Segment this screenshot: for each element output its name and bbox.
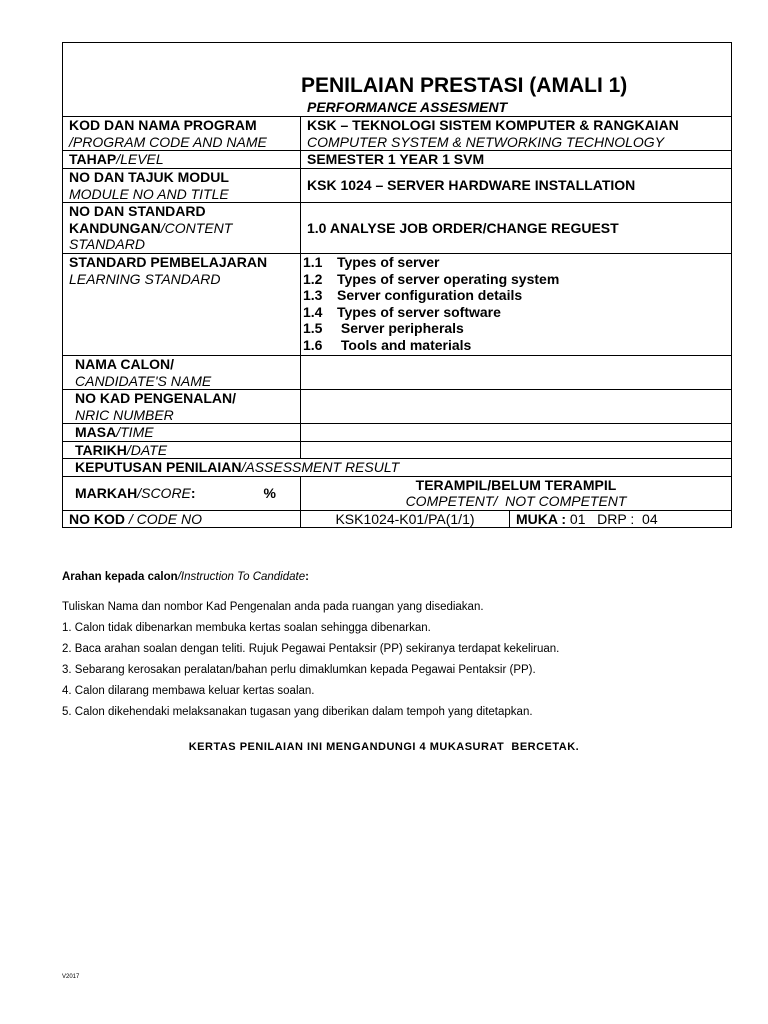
content-standard-label-en2: STANDARD [69,236,145,253]
module-label-en: MODULE NO AND TITLE [69,185,229,202]
score-label-ms: MARKAH [75,484,138,501]
candidate-name-label-ms: NAMA CALON/ [75,356,175,372]
candidate-name-field[interactable] [301,356,732,390]
module-label-ms: NO DAN TAJUK MODUL [69,169,229,185]
page-title: PENILAIAN PRESTASI (AMALI 1) [301,74,628,97]
list-item-text: Types of server operating system [337,270,560,287]
header-row [63,43,732,117]
score-result-ms: TERAMPIL/BELUM TERAMPIL [415,476,617,493]
content-standard-label [63,203,301,254]
time-row [63,424,732,442]
assessment-table [62,42,732,528]
instruction-line: 2. Baca arahan soalan dengan teliti. Rujuk Pegawai Pentaksir (PP) sekiranya terdapat kekeliruan. [62,643,560,655]
list-item-num: 1.6 [303,336,323,353]
muka-label: MUKA : [516,510,567,527]
assessment-result-label-en: /ASSESSMENT RESULT [241,459,400,475]
code-label [63,510,301,528]
list-item-text: Server configuration details [337,287,523,303]
version-label: V2017 [62,974,80,980]
list-item [303,271,725,288]
time-label-en: /TIME [116,424,154,440]
learning-standard-label-ms: STANDARD PEMBELAJARAN [69,254,268,270]
time-label-ms: MASA [75,424,117,440]
date-label-en: /DATE [126,441,168,458]
list-item-num: 1.2 [303,270,323,287]
program-value-en: COMPUTER SYSTEM & NETWORKING TECHNOLOGY [307,133,665,150]
candidate-name-label [63,356,301,390]
learning-standard-label [63,254,301,356]
program-row [63,117,732,151]
module-row [63,169,732,203]
score-result [301,476,732,510]
list-item-text: Tools and materials [337,336,472,353]
candidate-name-label-en: CANDIDATE'S NAME [75,372,212,389]
page-count [510,511,731,528]
program-label-en: /PROGRAM CODE AND NAME [69,133,267,150]
list-item [303,337,725,354]
muka-value: 01 DRP : 04 [566,510,658,527]
level-label-ms: TAHAP [69,151,117,168]
score-row [63,476,732,510]
assessment-result-label-ms: KEPUTUSAN PENILAIAN [75,459,242,475]
code-row [63,510,732,528]
instructions-title-ms: Arahan kepada calon [62,571,178,583]
instructions-title-colon: : [305,571,309,583]
instruction-line: 4. Calon dilarang membawa keluar kertas soalan. [62,685,315,697]
header-cell [63,43,732,117]
instruction-line: 5. Calon dikehendaki melaksanakan tugasan yang diberikan dalam tempoh yang ditetapkan. [62,706,533,718]
list-item [303,320,725,337]
date-label [63,441,301,459]
instructions-section [62,570,731,726]
module-label [63,169,301,203]
nric-row [63,390,732,424]
nric-label-ms: NO KAD PENGENALAN/ [75,390,237,406]
content-standard-label-en1: /CONTENT [160,219,233,236]
score-colon: : [190,484,196,501]
learning-standard-list [301,254,732,356]
page-subtitle: PERFORMANCE ASSESMENT [307,99,508,115]
content-standard-label-ms1: NO DAN STANDARD [69,203,206,220]
score-label [63,476,301,510]
code-value-wrap [301,511,731,528]
instructions-title [62,570,731,584]
instructions-title-en: /Instruction To Candidate [177,571,306,583]
time-field[interactable] [301,424,732,442]
list-item-num: 1.1 [303,254,323,270]
date-row [63,441,732,459]
nric-label-en: NRIC NUMBER [75,406,174,423]
program-value [301,117,732,151]
code-label-ms: NO KOD [69,510,125,527]
program-value-ms: KSK – TEKNOLOGI SISTEM KOMPUTER & RANGKAIAN [307,117,679,133]
content-standard-label-ms2: KANDUNGAN [69,219,161,236]
level-label-en: /LEVEL [116,151,164,168]
code-label-en: / CODE NO [125,510,203,527]
assessment-result-label [63,459,732,477]
module-value: KSK 1024 – SERVER HARDWARE INSTALLATION [301,169,732,203]
learning-standard-row [63,254,732,356]
date-label-ms: TARIKH [75,441,127,458]
nric-label [63,390,301,424]
instruction-line: 3. Sebarang kerosakan peralatan/bahan perlu dimaklumkan kepada Pegawai Pentaksir (PP). [62,664,536,676]
code-value: KSK1024-K01/PA(1/1) [301,511,510,528]
candidate-name-row [63,356,732,390]
level-label [63,151,301,169]
list-item-num: 1.5 [303,320,323,336]
list-item-text: Server peripherals [337,320,464,336]
content-standard-value: 1.0 ANALYSE JOB ORDER/CHANGE REGUEST [301,203,732,254]
nric-field[interactable] [301,390,732,424]
instruction-line: Tuliskan Nama dan nombor Kad Pengenalan anda pada ruangan yang disediakan. [62,601,484,613]
level-value: SEMESTER 1 YEAR 1 SVM [301,151,732,169]
level-row [63,151,732,169]
list-item [303,254,725,271]
program-label [63,117,301,151]
score-label-en: /SCORE [137,484,191,501]
code-value-cell [301,510,732,528]
content-standard-row [63,203,732,254]
learning-standard-label-en: LEARNING STANDARD [69,270,221,287]
instruction-line: 1. Calon tidak dibenarkan membuka kertas soalan sehingga dibenarkan. [62,622,431,634]
program-label-ms: KOD DAN NAMA PROGRAM [69,117,257,133]
date-field[interactable] [301,441,732,459]
assessment-result-row [63,459,732,477]
score-percent: % [263,484,276,501]
list-item-num: 1.4 [303,303,323,320]
list-item-num: 1.3 [303,287,323,303]
time-label [63,424,301,442]
list-item [303,304,725,321]
list-item [303,287,725,304]
assessment-form [62,42,731,528]
list-item-text: Types of server [337,254,440,270]
list-item-text: Types of server software [337,303,501,320]
page-count-note: KERTAS PENILAIAN INI MENGANDUNGI 4 MUKASURAT BERCETAK. [188,741,580,753]
score-result-en: COMPETENT/ NOT COMPETENT [405,493,627,509]
